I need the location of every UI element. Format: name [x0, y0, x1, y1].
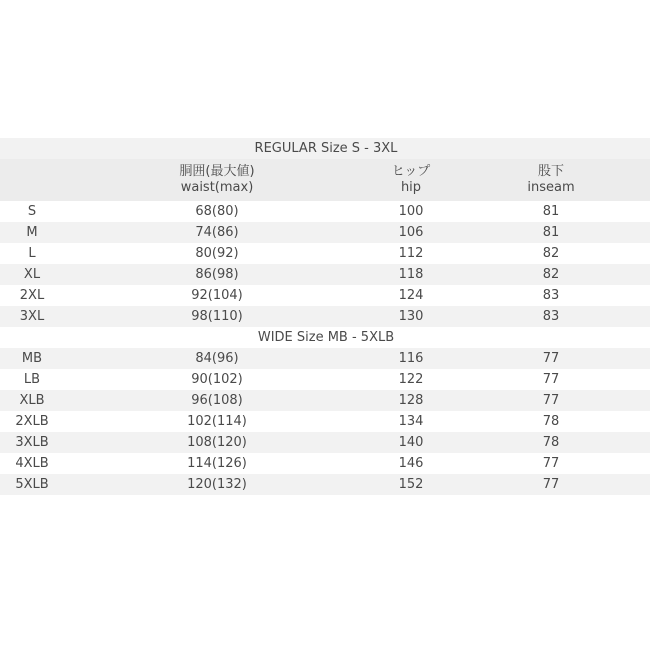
hip-header-en: hip — [400, 180, 422, 195]
hip-cell: 128 — [398, 392, 424, 408]
waist-header-jp: 胴囲(最大値) — [179, 164, 255, 179]
inseam-cell: 82 — [542, 245, 560, 261]
size-cell: L — [28, 246, 36, 261]
hip-cell: 112 — [398, 245, 424, 261]
hip-header-jp: ヒップ — [391, 164, 431, 179]
inseam-header-jp: 股下 — [537, 164, 564, 179]
waist-cell: 90(102) — [191, 371, 243, 387]
waist-cell: 80(92) — [195, 245, 239, 261]
hip-cell: 106 — [398, 224, 424, 240]
table-row — [0, 264, 650, 285]
waist-cell: 84(96) — [195, 350, 239, 366]
table-row — [0, 243, 650, 264]
hip-cell: 130 — [398, 308, 424, 324]
hip-cell: 124 — [398, 287, 424, 303]
inseam-cell: 77 — [542, 392, 560, 408]
table-row — [0, 285, 650, 306]
waist-cell: 114(126) — [187, 455, 247, 471]
size-cell: 5XLB — [15, 477, 49, 492]
waist-cell: 108(120) — [187, 434, 247, 450]
waist-header-en: waist(max) — [180, 180, 254, 195]
wide-section-title — [0, 327, 650, 348]
size-chart-table — [0, 138, 650, 495]
waist-cell: 68(80) — [195, 203, 239, 219]
regular-section-title — [0, 138, 650, 159]
size-cell: MB — [21, 351, 43, 366]
waist-header — [64, 164, 370, 196]
inseam-header — [452, 164, 650, 196]
size-cell: 2XLB — [15, 414, 49, 429]
inseam-cell: 83 — [542, 287, 560, 303]
table-header-row — [0, 159, 650, 201]
size-cell: LB — [23, 372, 41, 387]
size-cell: M — [26, 225, 38, 240]
inseam-cell: 77 — [542, 371, 560, 387]
table-row — [0, 306, 650, 327]
size-cell: 3XLB — [15, 435, 49, 450]
hip-cell: 122 — [398, 371, 424, 387]
table-row — [0, 411, 650, 432]
hip-header — [370, 164, 452, 196]
table-row — [0, 432, 650, 453]
size-cell: XLB — [19, 393, 45, 408]
size-cell: 3XL — [19, 309, 45, 324]
waist-cell: 120(132) — [187, 476, 247, 492]
wide-title-text: WIDE Size MB - 5XLB — [257, 330, 395, 345]
size-cell: S — [27, 204, 37, 219]
inseam-header-en: inseam — [527, 180, 575, 195]
inseam-cell: 78 — [542, 413, 560, 429]
inseam-cell: 83 — [542, 308, 560, 324]
table-row — [0, 201, 650, 222]
size-cell: 2XL — [19, 288, 45, 303]
size-cell: XL — [23, 267, 41, 282]
table-row — [0, 369, 650, 390]
waist-cell: 86(98) — [195, 266, 239, 282]
inseam-cell: 77 — [542, 476, 560, 492]
hip-cell: 116 — [398, 350, 424, 366]
waist-cell: 98(110) — [191, 308, 243, 324]
inseam-cell: 81 — [542, 224, 560, 240]
waist-cell: 92(104) — [191, 287, 243, 303]
hip-cell: 152 — [398, 476, 424, 492]
inseam-cell: 77 — [542, 350, 560, 366]
table-row — [0, 474, 650, 495]
hip-cell: 100 — [398, 203, 424, 219]
hip-cell: 118 — [398, 266, 424, 282]
table-row — [0, 453, 650, 474]
hip-cell: 146 — [398, 455, 424, 471]
waist-cell: 74(86) — [195, 224, 239, 240]
waist-cell: 102(114) — [187, 413, 247, 429]
table-row — [0, 348, 650, 369]
regular-rows — [0, 201, 650, 327]
size-cell: 4XLB — [15, 456, 49, 471]
inseam-cell: 78 — [542, 434, 560, 450]
hip-cell: 140 — [398, 434, 424, 450]
inseam-cell: 81 — [542, 203, 560, 219]
table-row — [0, 390, 650, 411]
table-row — [0, 222, 650, 243]
inseam-cell: 77 — [542, 455, 560, 471]
wide-rows — [0, 348, 650, 495]
regular-title-text: REGULAR Size S - 3XL — [254, 141, 398, 156]
inseam-cell: 82 — [542, 266, 560, 282]
hip-cell: 134 — [398, 413, 424, 429]
waist-cell: 96(108) — [191, 392, 243, 408]
